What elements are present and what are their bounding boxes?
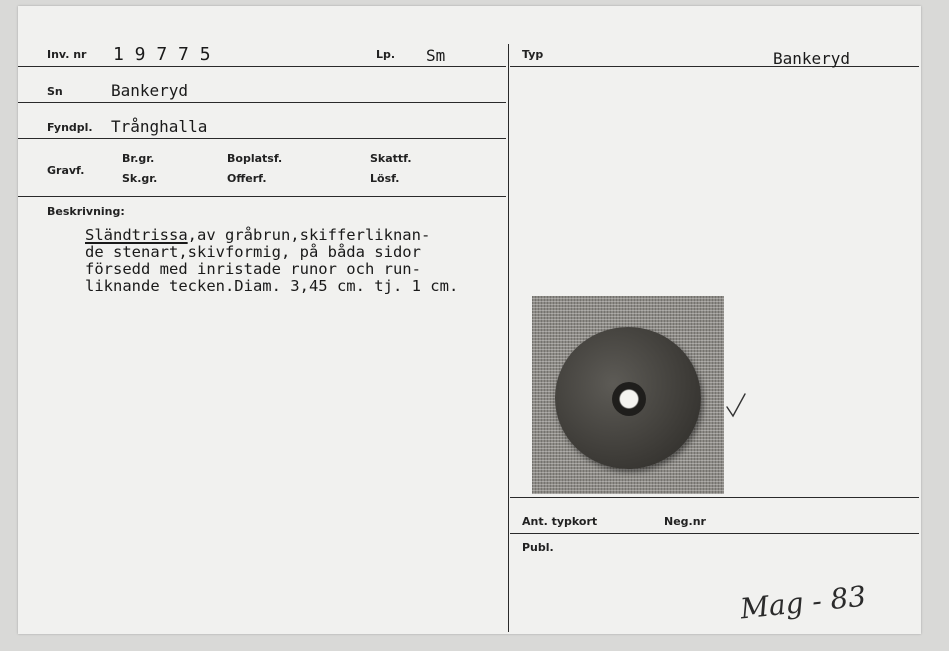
description-line-1: ,av gråbrun,skifferliknan- bbox=[187, 226, 431, 244]
label-lp: Lp. bbox=[376, 48, 396, 61]
label-ant-typkort: Ant. typkort bbox=[522, 515, 598, 528]
rule-row-2 bbox=[18, 102, 506, 103]
label-typ: Typ bbox=[522, 48, 544, 61]
description-line-3: försedd med inristade runor och run- bbox=[85, 260, 421, 278]
rule-typ bbox=[510, 66, 919, 67]
label-beskrivning: Beskrivning: bbox=[47, 205, 125, 218]
label-inv-nr: Inv. nr bbox=[47, 48, 87, 61]
label-boplatsf: Boplatsf. bbox=[227, 152, 283, 165]
column-divider bbox=[508, 44, 509, 632]
value-typ: Bankeryd bbox=[773, 49, 851, 68]
catalog-card bbox=[18, 6, 921, 634]
label-sk-gr: Sk.gr. bbox=[122, 172, 158, 185]
rule-row-1 bbox=[18, 66, 506, 67]
spindle-whorl-hole bbox=[612, 382, 646, 416]
description-text bbox=[85, 227, 458, 295]
label-offerf: Offerf. bbox=[227, 172, 267, 185]
artifact-photo bbox=[532, 296, 724, 494]
description-line-2: de stenart,skivformig, på båda sidor bbox=[85, 243, 421, 261]
rule-ant-typkort bbox=[510, 497, 919, 498]
label-gravf: Gravf. bbox=[47, 164, 85, 177]
checkmark-icon bbox=[725, 392, 747, 418]
value-fyndpl: Trånghalla bbox=[111, 117, 208, 136]
description-keyword: Sländtrissa bbox=[85, 226, 188, 244]
label-skattf: Skattf. bbox=[370, 152, 412, 165]
value-inv-nr: 1 9 7 7 5 bbox=[113, 44, 211, 65]
spindle-whorl bbox=[555, 327, 701, 469]
rule-row-3 bbox=[18, 138, 506, 139]
handwritten-signature: Mag - 83 bbox=[738, 579, 868, 626]
rule-publ bbox=[510, 533, 919, 534]
label-publ: Publ. bbox=[522, 541, 554, 554]
label-sn: Sn bbox=[47, 85, 63, 98]
label-br-gr: Br.gr. bbox=[122, 152, 155, 165]
value-sn: Bankeryd bbox=[111, 81, 189, 100]
label-losf: Lösf. bbox=[370, 172, 400, 185]
value-lp: Sm bbox=[426, 46, 446, 65]
rule-row-4 bbox=[18, 196, 506, 197]
label-neg-nr: Neg.nr bbox=[664, 515, 706, 528]
label-fyndpl: Fyndpl. bbox=[47, 121, 93, 134]
description-line-4: liknande tecken.Diam. 3,45 cm. tj. 1 cm. bbox=[85, 277, 459, 295]
